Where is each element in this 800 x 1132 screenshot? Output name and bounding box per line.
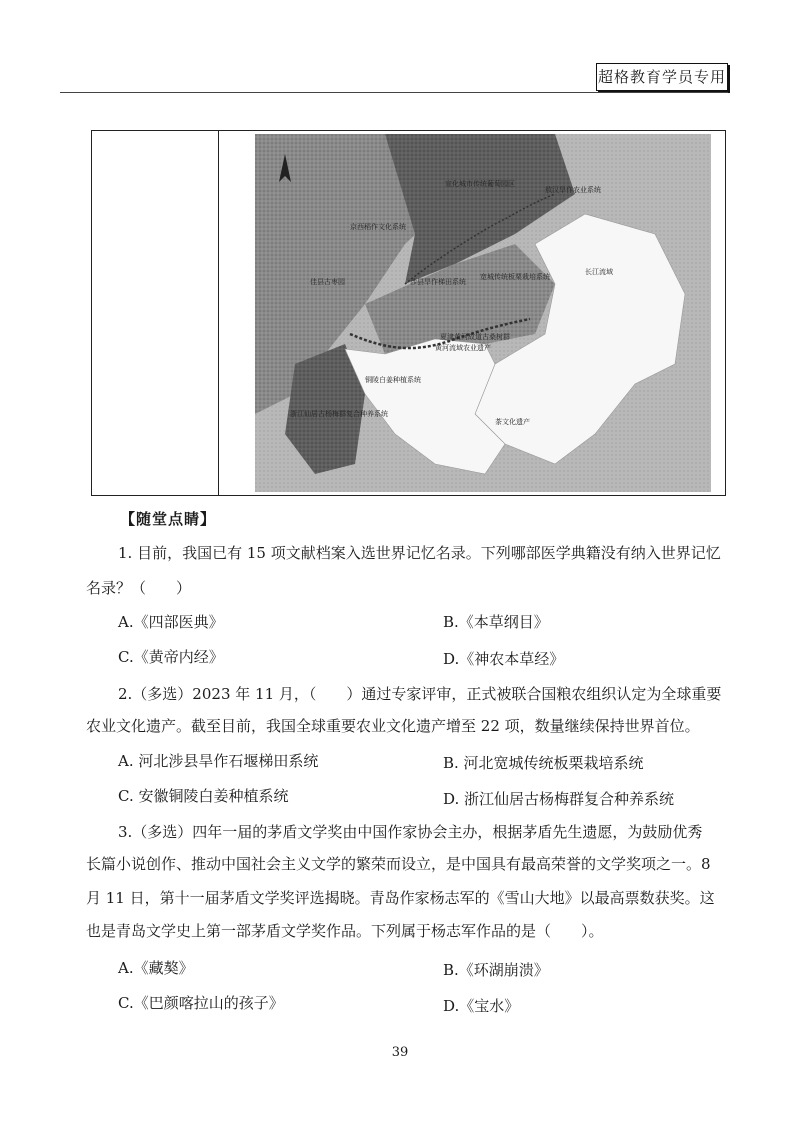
question-1-line-2: 名录？（ ）	[86, 579, 192, 597]
question-3-line-1: 3.（多选）四年一届的茅盾文学奖由中国作家协会主办，根据茅盾先生遗愿，为鼓励优秀	[118, 823, 703, 841]
map-label: 夏津黄河故道古桑树群	[440, 333, 510, 341]
question-3-option-c: C.《巴颜喀拉山的孩子》	[118, 994, 284, 1012]
map-label: 佳县古枣园	[310, 278, 345, 286]
question-1-option-b: B.《本草纲目》	[443, 613, 549, 631]
question-1-option-c: C.《黄帝内经》	[118, 648, 224, 666]
question-1-option-a: A.《四部医典》	[118, 613, 224, 631]
map-label: 敖汉旱作农业系统	[545, 186, 601, 194]
header-badge: 超格教育学员专用	[596, 63, 728, 91]
question-3-option-d: D.《宝水》	[443, 997, 520, 1015]
question-3-line-2: 长篇小说创作、推动中国社会主义文学的繁荣而设立，是中国具有最高荣誉的文学奖项之一。8	[86, 855, 711, 873]
question-2-option-d: D. 浙江仙居古杨梅群复合种养系统	[443, 790, 675, 808]
map-label: 宽城传统板栗栽培系统	[480, 273, 550, 281]
question-3-option-a: A.《藏獒》	[118, 959, 194, 977]
header-rule	[60, 92, 728, 93]
question-2-option-b: B. 河北宽城传统板栗栽培系统	[443, 754, 644, 772]
question-3-option-b: B.《环湖崩溃》	[443, 961, 549, 979]
question-2-option-c: C. 安徽铜陵白姜种植系统	[118, 787, 289, 805]
map-label: 黄河流域农业遗产	[435, 344, 491, 352]
table-divider	[218, 131, 219, 495]
map-label: 浙江仙居古杨梅群复合种养系统	[290, 410, 388, 418]
map-label: 京西稻作文化系统	[350, 223, 406, 231]
map-label: 涉县旱作梯田系统	[410, 278, 466, 286]
question-3-line-3: 月 11 日，第十一届茅盾文学奖评选揭晓。青岛作家杨志军的《雪山大地》以最高票数获奖。这	[86, 889, 715, 907]
question-2-line-2: 农业文化遗产。截至目前，我国全球重要农业文化遗产增至 22 项，数量继续保持世界首位。	[86, 717, 700, 735]
question-1-option-d: D.《神农本草经》	[443, 650, 565, 668]
question-2-option-a: A. 河北涉县旱作石堰梯田系统	[118, 752, 319, 770]
question-1-line-1: 1. 目前，我国已有 15 项文献档案入选世界记忆名录。下列哪部医学典籍没有纳入世界记忆	[118, 544, 721, 562]
question-2-line-1: 2.（多选）2023 年 11 月，（ ）通过专家评审，正式被联合国粮农组织认定为全球重要	[118, 685, 722, 703]
map-label: 铜陵白姜种植系统	[365, 376, 421, 384]
map-label: 长江流域	[585, 268, 613, 276]
map-label: 宣化城市传统葡萄园区	[445, 180, 515, 188]
cultural-heritage-map	[255, 134, 711, 492]
page-number: 39	[391, 1045, 409, 1060]
section-title: 【随堂点睛】	[120, 510, 217, 528]
question-3-line-4: 也是青岛文学史上第一部茅盾文学奖作品。下列属于杨志军作品的是（ ）。	[86, 922, 604, 940]
map-label: 茶文化遗产	[495, 418, 530, 426]
